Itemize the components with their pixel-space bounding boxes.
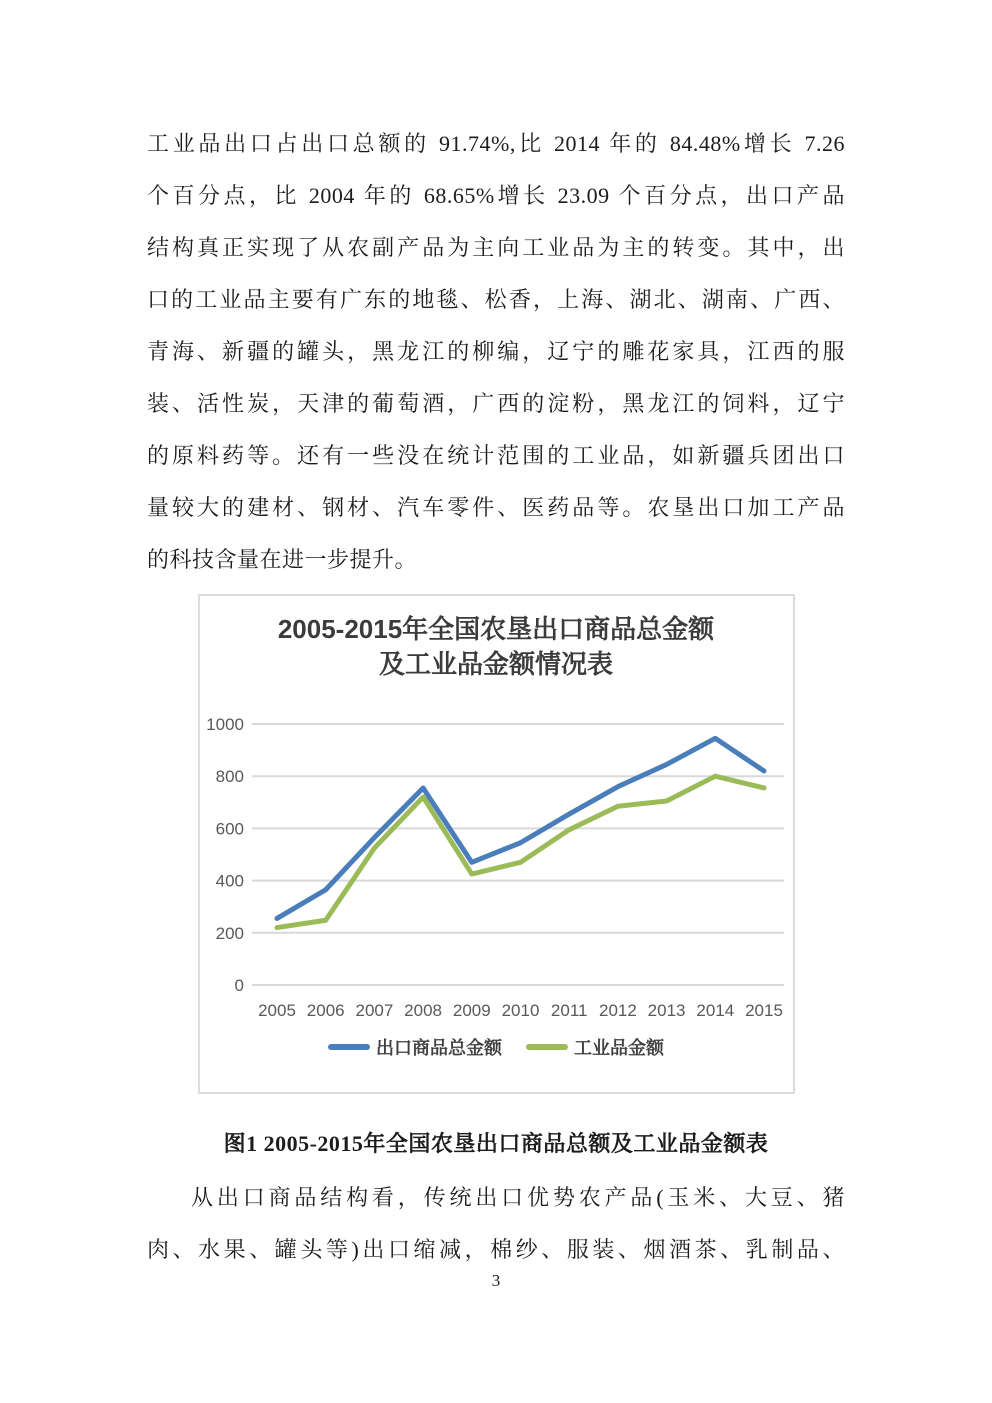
legend-label-total: 出口商品总金额: [376, 1038, 502, 1058]
chart-title: [200, 612, 793, 682]
chart-legend: [200, 1034, 793, 1060]
body-text-line: 量较大的建材、钢材、汽车零件、医药品等。农垦出口加工产品: [147, 495, 845, 520]
chart-title-line-2: 及工业品金额情况表: [378, 649, 613, 679]
svg-text:1000: 1000: [205, 715, 244, 734]
svg-text:2015: 2015: [744, 1001, 783, 1020]
legend-item-industrial: [526, 1034, 664, 1060]
svg-text:800: 800: [215, 767, 244, 787]
svg-text:2006: 2006: [306, 1001, 345, 1020]
chart-title-line-1: 2005-2015年全国农垦出口商品总金额: [277, 614, 715, 644]
svg-text:2009: 2009: [452, 1001, 491, 1020]
svg-text:2013: 2013: [647, 1001, 686, 1020]
body-text-line: 肉、水果、罐头等)出口缩减，棉纱、服装、烟酒茶、乳制品、: [147, 1237, 845, 1262]
body-text-line: 的科技含量在进一步提升。: [147, 547, 418, 572]
legend-item-total: [328, 1034, 502, 1060]
body-text-line: 个百分点，比 2004 年的 68.65%增长 23.09 个百分点，出口产品: [147, 183, 845, 208]
body-text-line: 结构真正实现了从农副产品为主向工业品为主的转变。其中，出: [147, 235, 845, 260]
svg-text:600: 600: [215, 819, 244, 839]
svg-text:2007: 2007: [354, 1001, 393, 1020]
body-text-line: 装、活性炭，天津的葡萄酒，广西的淀粉，黑龙江的饲料，辽宁: [147, 391, 845, 416]
legend-label-industrial: 工业品金额: [574, 1038, 664, 1058]
svg-text:400: 400: [215, 871, 244, 891]
figure-caption: 图1 2005-2015年全国农垦出口商品总额及工业品金额表: [223, 1131, 769, 1156]
body-text-line: 从出口商品结构看，传统出口优势农产品(玉米、大豆、猪: [191, 1185, 845, 1210]
body-text-line: 的原料药等。还有一些没在统计范围的工业品，如新疆兵团出口: [147, 443, 845, 468]
body-text-line: 工业品出口占出口总额的 91.74%,比 2014 年的 84.48%增长 7.26: [147, 131, 845, 156]
page-number: 3: [491, 1271, 501, 1290]
svg-text:200: 200: [215, 923, 244, 943]
svg-text:2010: 2010: [501, 1001, 539, 1020]
legend-line-swatch-green: [526, 1044, 568, 1050]
paragraph-export-structure: [147, 1172, 845, 1276]
export-amount-line-chart: [198, 594, 795, 1094]
svg-text:2008: 2008: [403, 1001, 442, 1020]
body-text-column: [147, 0, 845, 1276]
body-text-line: 青海、新疆的罐头，黑龙江的柳编，辽宁的雕花家具，江西的服: [147, 339, 845, 364]
body-text-line: 口的工业品主要有广东的地毯、松香，上海、湖北、湖南、广西、: [147, 287, 845, 312]
svg-text:2014: 2014: [695, 1001, 734, 1020]
svg-text:0: 0: [234, 976, 244, 995]
legend-line-swatch-blue: [328, 1044, 370, 1050]
svg-text:2011: 2011: [550, 1001, 587, 1020]
svg-text:2005: 2005: [257, 1001, 296, 1020]
svg-text:2012: 2012: [598, 1001, 637, 1020]
paragraph-industrial-exports: [147, 118, 845, 586]
